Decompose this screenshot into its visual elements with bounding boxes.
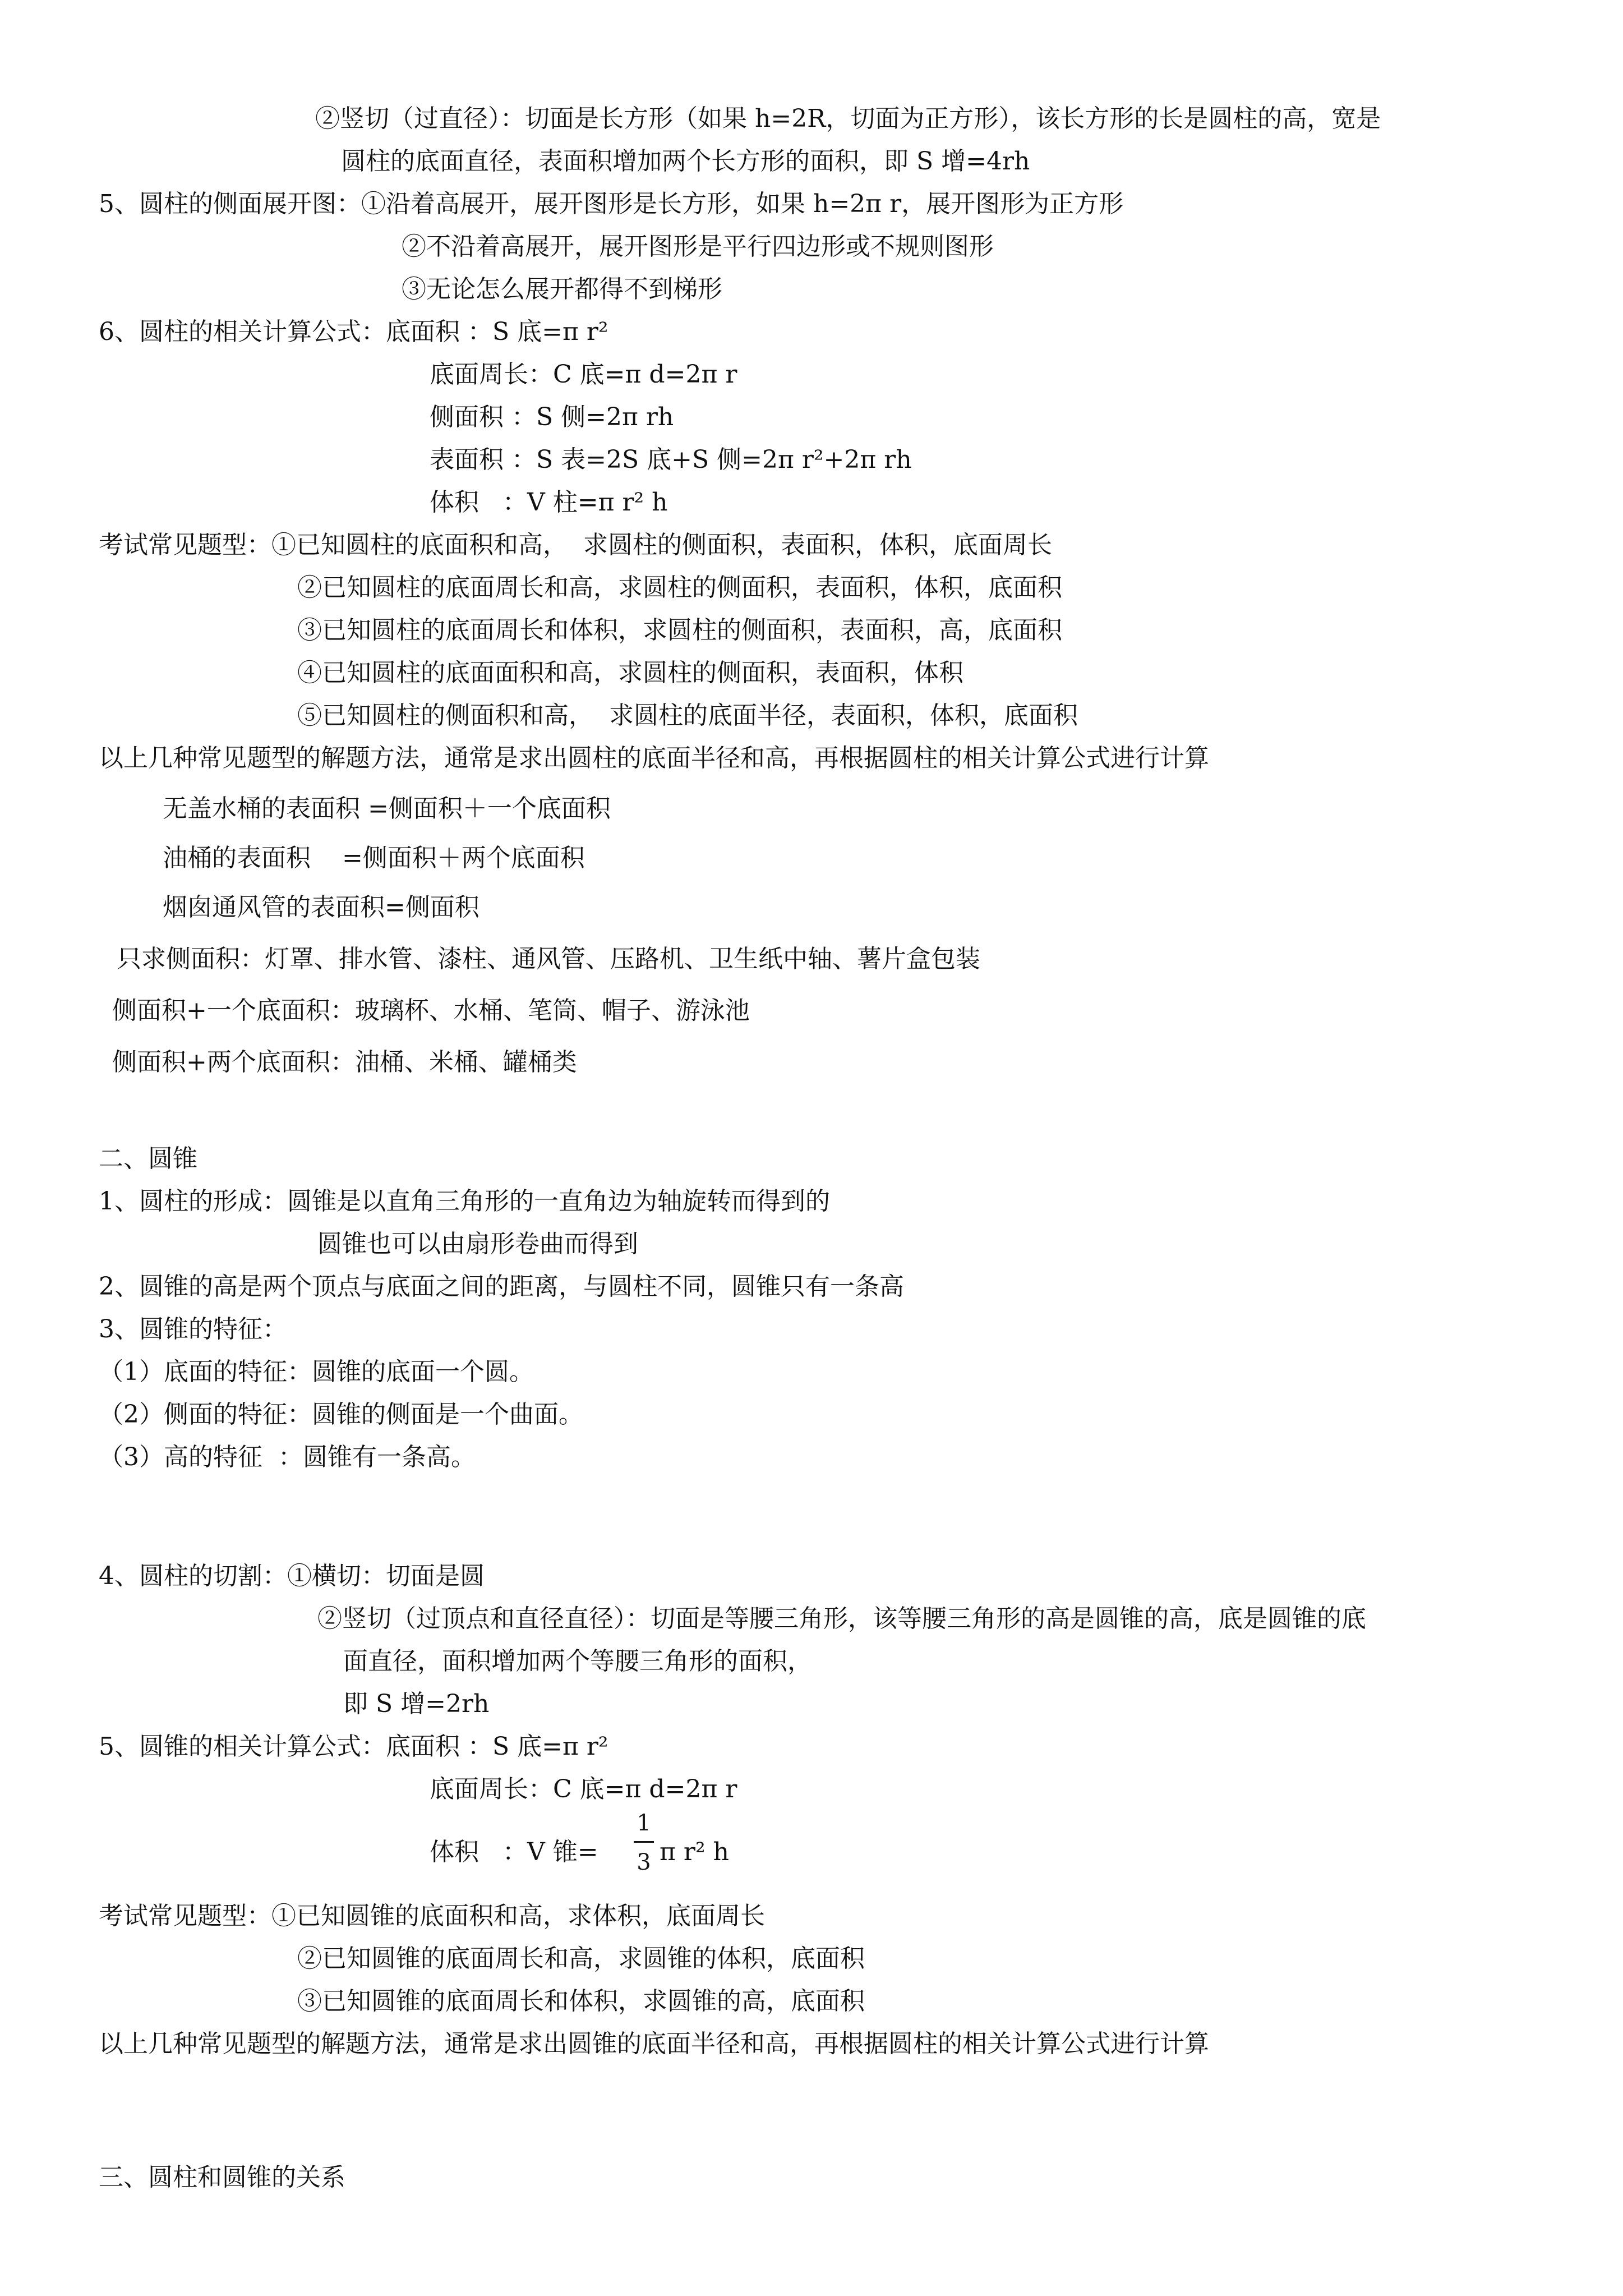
exam-question-types: 考试常见题型：①已知圆锥的底面积和高，求体积，底面周长 (99, 1902, 765, 1930)
text-line: ③无论怎么展开都得不到梯形 (402, 275, 722, 303)
section-heading: 二、圆锥 (99, 1144, 197, 1173)
section-item: 5、圆锥的相关计算公式：底面积 ：S 底=π r² (99, 1732, 608, 1761)
section-item: 2、圆锥的高是两个顶点与底面之间的距离，与圆柱不同，圆锥只有一条高 (99, 1272, 904, 1301)
section-item: 4、圆柱的切割：①横切：切面是圆 (99, 1562, 485, 1590)
text-line: ②竖切（过顶点和直径直径）：切面是等腰三角形，该等腰三角形的高是圆锥的高，底是圆锥的底 (317, 1604, 1366, 1633)
text-line: 圆锥也可以由扇形卷曲而得到 (317, 1230, 638, 1258)
text-line: ⑤已知圆柱的侧面积和高， 求圆柱的底面半径，表面积，体积，底面积 (297, 701, 1078, 730)
text-line: （3）高的特征 ：圆锥有一条高。 (99, 1443, 476, 1471)
fraction-denominator: 3 (637, 1849, 651, 1875)
text-line: 侧面积+两个底面积：油桶、米桶、罐桶类 (112, 1048, 577, 1076)
text-line: 以上几种常见题型的解题方法，通常是求出圆柱的底面半径和高，再根据圆柱的相关计算公式进行计算 (99, 744, 1209, 772)
text-line: ②不沿着高展开，展开图形是平行四边形或不规则图形 (402, 232, 994, 261)
text-line: （1）底面的特征：圆锥的底面一个圆。 (99, 1358, 534, 1386)
formula-line: π r² h (660, 1838, 729, 1866)
section-item: 5、圆柱的侧面展开图：①沿着高展开，展开图形是长方形，如果 h=2π r，展开图形为正方形 (99, 190, 1124, 218)
section-item: 6、圆柱的相关计算公式：底面积 ：S 底=π r² (99, 318, 608, 346)
text-line: ②竖切（过直径）：切面是长方形（如果 h=2R，切面为正方形），该长方形的长是圆柱的高，宽是 (315, 104, 1381, 133)
text-line: 油桶的表面积 =侧面积＋两个底面积 (163, 844, 585, 872)
text-line: 圆柱的底面直径，表面积增加两个长方形的面积，即 S 增=4rh (341, 147, 1030, 176)
text-line: ③已知圆柱的底面周长和体积，求圆柱的侧面积，表面积，高，底面积 (297, 616, 1062, 645)
text-line: 即 S 增=2rh (343, 1690, 490, 1718)
text-line: 无盖水桶的表面积 =侧面积＋一个底面积 (163, 794, 611, 823)
text-line: 以上几种常见题型的解题方法，通常是求出圆锥的底面半径和高，再根据圆柱的相关计算公式进行计算 (99, 2030, 1209, 2058)
formula-line: 底面周长：C 底=π d=2π r (430, 360, 737, 389)
fraction-bar (634, 1841, 654, 1843)
text-line: （2）侧面的特征：圆锥的侧面是一个曲面。 (99, 1400, 583, 1429)
text-line: ②已知圆柱的底面周长和高，求圆柱的侧面积，表面积，体积，底面积 (297, 573, 1062, 602)
text-line: 只求侧面积：灯罩、排水管、漆柱、通风管、压路机、卫生纸中轴、薯片盒包装 (117, 945, 980, 973)
exam-question-types: 考试常见题型：①已知圆柱的底面积和高， 求圆柱的侧面积，表面积，体积，底面周长 (99, 531, 1052, 559)
text-line: 侧面积+一个底面积：玻璃杯、水桶、笔筒、帽子、游泳池 (112, 996, 750, 1025)
text-line: ④已知圆柱的底面面积和高，求圆柱的侧面积，表面积，体积 (297, 659, 963, 687)
formula-line: 底面周长：C 底=π d=2π r (430, 1775, 737, 1803)
formula-line: 体积 ：V 锥= (430, 1838, 598, 1866)
section-item: 3、圆锥的特征： (99, 1315, 287, 1343)
text-line: 面直径，面积增加两个等腰三角形的面积， (343, 1647, 812, 1676)
formula-line: 体积 ：V 柱=π r² h (430, 488, 668, 517)
text-line: ③已知圆锥的底面周长和体积，求圆锥的高，底面积 (297, 1987, 865, 2016)
formula-line: 表面积 ：S 表=2S 底+S 侧=2π r²+2π rh (430, 445, 912, 474)
text-line: 烟囱通风管的表面积=侧面积 (163, 893, 479, 922)
formula-line: 侧面积 ：S 侧=2π rh (430, 403, 674, 431)
fraction-numerator: 1 (637, 1810, 651, 1836)
section-item: 1、圆柱的形成：圆锥是以直角三角形的一直角边为轴旋转而得到的 (99, 1187, 830, 1216)
text-line: ②已知圆锥的底面周长和高，求圆锥的体积，底面积 (297, 1944, 865, 1973)
section-heading: 三、圆柱和圆锥的关系 (99, 2163, 345, 2192)
